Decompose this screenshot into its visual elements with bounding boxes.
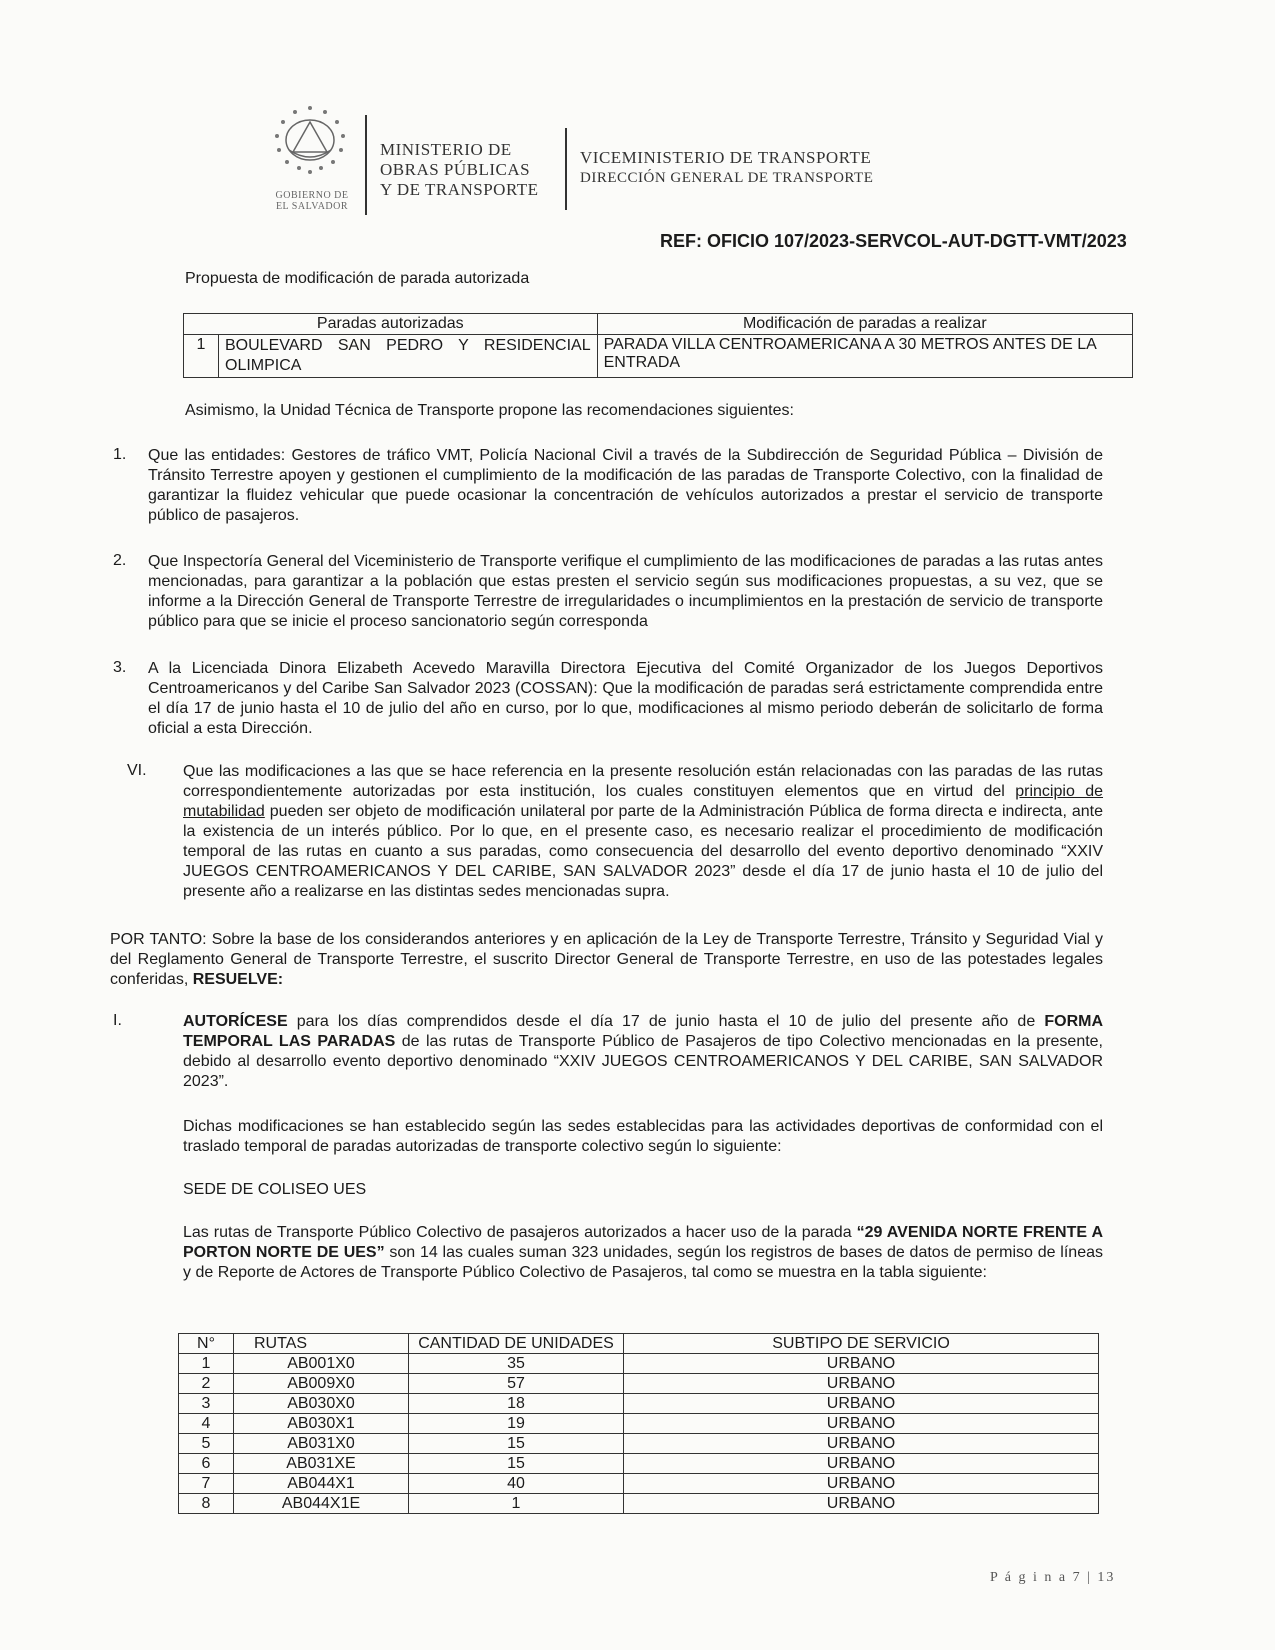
- table-cell: 5: [179, 1434, 234, 1454]
- table-header: RUTAS: [234, 1334, 409, 1354]
- document-reference: REF: OFICIO 107/2023-SERVCOL-AUT-DGTT-VMT/2023: [660, 231, 1127, 251]
- table-cell: 40: [409, 1474, 624, 1494]
- table-cell: PARADA VILLA CENTROAMERICANA A 30 METROS ANTES DE LA ENTRADA: [597, 335, 1132, 378]
- table-cell: 15: [409, 1434, 624, 1454]
- government-name: GOBIERNO DE EL SALVADOR: [275, 190, 349, 212]
- list-item: A la Licenciada Dinora Elizabeth Acevedo Maravilla Directora Ejecutiva del Comité Organizador de los Juegos Deportivos Centroamericanos y del Caribe San Salvador 2023 (COSSAN): Que la modificación de paradas será estrictamente comprendida entre el día 17 de junio hasta el 10 de julio del año en curso, por lo que, modificaciones al mismo periodo deberán de solicitarlo de forma oficial a esta Dirección.: [148, 660, 1103, 737]
- table-cell: BOULEVARD SAN PEDRO Y RESIDENCIAL OLIMPICA: [219, 335, 598, 378]
- vice-ministry-name: VICEMINISTERIO DE TRANSPORTE DIRECCIÓN GENERAL DE TRANSPORTE: [580, 148, 874, 186]
- table-cell: 4: [179, 1414, 234, 1434]
- table-cell: 18: [409, 1394, 624, 1414]
- table-cell: 3: [179, 1394, 234, 1414]
- table-cell: URBANO: [624, 1434, 1099, 1454]
- header-divider: [365, 115, 367, 215]
- table-row: [179, 1454, 1099, 1474]
- venue-heading: SEDE DE COLISEO UES: [183, 1181, 367, 1198]
- proposal-title: Propuesta de modificación de parada autorizada: [185, 270, 530, 287]
- por-tanto-text: POR TANTO: Sobre la base de los considerandos anteriores y en aplicación de la Ley de Transporte Terrestre, Tránsito y Seguridad Vial y del Reglamento General de Transporte Terrestre, el suscrito Director General de Transporte Terrestre, en uso de las potestades legales conferidas, RESUELVE:: [110, 931, 1103, 988]
- table-cell: 1: [409, 1494, 624, 1514]
- table-row: [179, 1494, 1099, 1514]
- table-cell: 1: [184, 335, 219, 378]
- list-number: 2.: [113, 552, 127, 569]
- table-row: [179, 1434, 1099, 1454]
- table-cell: 57: [409, 1374, 624, 1394]
- list-item: Que Inspectoría General del Viceministerio de Transporte verifique el cumplimiento de las modificaciones de paradas a las rutas antes mencionadas, para garantizar a la población que estas presten el servicio según sus modificaciones propuestas, a su vez, que se informe a la Dirección General de Transporte Terrestre de irregularidades o incumplimientos en la prestación de servicio de transporte público para que se inicie el proceso sancionatorio según corresponda: [148, 553, 1103, 630]
- table-row: [179, 1394, 1099, 1414]
- table-cell: AB031X0: [234, 1434, 409, 1454]
- section-text: Que las modificaciones a las que se hace referencia en la presente resolución están relacionadas con las paradas de las rutas correspondientemente autorizadas por esta institución, los cuales constituyen elementos que en virtud del principio de mutabilidad pueden ser objeto de modificación unilateral por parte de la Administración Pública de forma directa e indirecta, ante la existencia de un interés público. Por lo que, en el presente caso, es necesario realizar el procedimiento de modificación temporal de las rutas en cuanto a sus paradas, como consecuencia del desarrollo del evento deportivo denominado “XXIV JUEGOS CENTROAMERICANOS Y DEL CARIBE, SAN SALVADOR 2023” desde el día 17 de junio hasta el 10 de julio del presente año a realizarse en las distintas sedes mencionadas supra.: [183, 763, 1104, 900]
- table-header-row: [184, 314, 1133, 335]
- ministry-name: MINISTERIO DE OBRAS PÚBLICAS Y DE TRANSPORTE: [380, 140, 539, 199]
- table-header: N°: [179, 1334, 234, 1354]
- table-cell: URBANO: [624, 1374, 1099, 1394]
- table-cell: URBANO: [624, 1474, 1099, 1494]
- table-cell: AB031XE: [234, 1454, 409, 1474]
- table-cell: 2: [179, 1374, 234, 1394]
- table-row: [179, 1414, 1099, 1434]
- table-cell: AB044X1: [234, 1474, 409, 1494]
- header-divider: [565, 128, 567, 210]
- table-header: Modificación de paradas a realizar: [597, 314, 1132, 335]
- list-number: 3.: [113, 659, 127, 676]
- section-number: I.: [113, 1012, 122, 1029]
- section-number: VI.: [127, 762, 147, 779]
- resolution-paragraph: Las rutas de Transporte Público Colectivo de pasajeros autorizados a hacer uso de la parada “29 AVENIDA NORTE FRENTE A PORTON NORTE DE UES” son 14 las cuales suman 323 unidades, según los registros de bases de datos de permiso de líneas y de Reporte de Actores de Transporte Público Colectivo de Pasajeros, tal como se muestra en la tabla siguiente:: [183, 1224, 1103, 1281]
- table-row: [184, 335, 1133, 378]
- table-cell: AB009X0: [234, 1374, 409, 1394]
- routes-table: [178, 1333, 1099, 1514]
- list-number: 1.: [113, 446, 127, 463]
- table-header-row: [179, 1334, 1099, 1354]
- table-row: [179, 1374, 1099, 1394]
- table-cell: 35: [409, 1354, 624, 1374]
- table-row: [179, 1474, 1099, 1494]
- table-cell: 8: [179, 1494, 234, 1514]
- table-cell: URBANO: [624, 1414, 1099, 1434]
- table-cell: URBANO: [624, 1454, 1099, 1474]
- table-cell: 19: [409, 1414, 624, 1434]
- list-item: Que las entidades: Gestores de tráfico VMT, Policía Nacional Civil a través de la Subdirección de Seguridad Pública – División de Tránsito Terrestre apoyen y gestionen el cumplimiento de la modificación de las paradas de Transporte Colectivo, con la finalidad de garantizar la fluidez vehicular que puede ocasionar la concentración de vehículos autorizados a prestar el servicio de transporte público de pasajeros.: [148, 447, 1103, 524]
- table-header: Paradas autorizadas: [184, 314, 598, 335]
- table-cell: URBANO: [624, 1354, 1099, 1374]
- table-cell: 15: [409, 1454, 624, 1474]
- underlined-term: principio de mutabilidad: [183, 783, 1104, 820]
- resolution-text: AUTORÍCESE para los días comprendidos desde el día 17 de junio hasta el 10 de julio del presente año de FORMA TEMPORAL LAS PARADAS de las rutas de Transporte Público de Pasajeros de tipo Colectivo mencionadas en la presente, debido al desarrollo evento deportivo denominado “XXIV JUEGOS CENTROAMERICANOS Y DEL CARIBE, SAN SALVADOR 2023”.: [183, 1013, 1104, 1090]
- table-cell: 1: [179, 1354, 234, 1374]
- table-header: SUBTIPO DE SERVICIO: [624, 1334, 1099, 1354]
- table-cell: AB030X0: [234, 1394, 409, 1414]
- intro-text: Asimismo, la Unidad Técnica de Transporte propone las recomendaciones siguientes:: [185, 402, 794, 419]
- table-cell: URBANO: [624, 1394, 1099, 1414]
- table-cell: AB044X1E: [234, 1494, 409, 1514]
- resolution-paragraph: Dichas modificaciones se han establecido según las sedes establecidas para las actividades deportivas de conformidad con el traslado temporal de paradas autorizadas de transporte colectivo según lo siguiente:: [183, 1118, 1103, 1155]
- stops-table: [183, 313, 1133, 378]
- table-cell: URBANO: [624, 1494, 1099, 1514]
- table-cell: 7: [179, 1474, 234, 1494]
- table-cell: 6: [179, 1454, 234, 1474]
- table-cell: AB001X0: [234, 1354, 409, 1374]
- page-number: P á g i n a 7 | 13: [990, 1570, 1116, 1585]
- table-cell: AB030X1: [234, 1414, 409, 1434]
- table-header: CANTIDAD DE UNIDADES: [409, 1334, 624, 1354]
- table-row: [179, 1354, 1099, 1374]
